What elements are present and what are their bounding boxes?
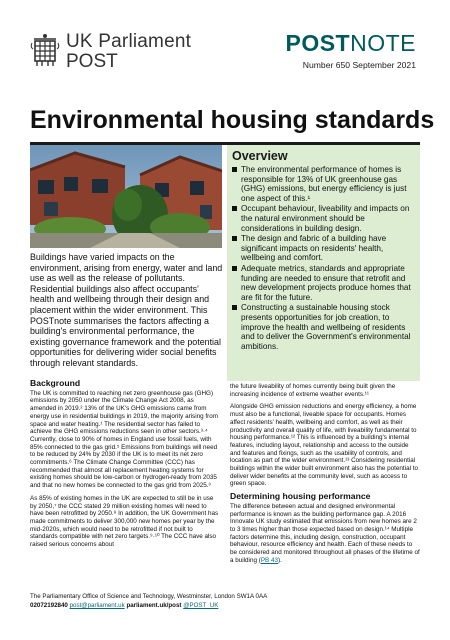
overview-item: Constructing a sustainable housing stock presents opportunities for job creation, to improve the health and wellbeing of residents and to deliver the Government's environmental ambitions.	[232, 303, 415, 351]
footer-twitter-link[interactable]: @POST_UK	[183, 602, 219, 609]
overview-box	[227, 145, 420, 381]
footer-email-link[interactable]: post@parliament.uk	[69, 602, 125, 609]
footer-phone: 02072192840	[30, 602, 68, 609]
portcullis-icon	[30, 33, 60, 69]
column-left	[30, 380, 220, 554]
logo-line-uk-parliament: UK Parliament	[66, 30, 192, 52]
intro-paragraph: Buildings have varied impacts on the environment, arising from energy, water and land use as well as the release of pollutants. Residential buildings also affect occupants' health and wellbeing through their design and placement within the wider environment. This POSTnote summarises the factors affecting a building's environmental performance, the existing governance framework and the potential opportunities for delivering wider social benefits through relevant standards.	[30, 252, 223, 368]
uk-parliament-logo[interactable]	[30, 30, 210, 72]
page-title: Environmental housing standards	[30, 106, 435, 134]
postnote-brand	[285, 30, 416, 57]
performance-text: The difference between actual and designed environmental performance is known as the building performance gap. A 2016 Innovate UK study estimated that emissions from new homes are 2 to 3 times higher than those expected based on design.¹⁴ Multiple factors determine this, including design, construction, occupant behaviour, resource efficiency and health. Each of these needs to be considered and monitored throughout all phases of the lifetime of a building (	[230, 502, 420, 564]
brand-post: POST	[285, 30, 351, 56]
overview-item: Occupant behaviour, liveability and impacts on the natural environment should be considerations in building design.	[232, 204, 415, 233]
background-paragraph-1: The UK is committed to reaching net zero greenhouse gas (GHG) emissions by 2050 under the Climate Change Act 2008, as amended in 2019.² 13% of the UK's GHG emissions came from energy use in residential buildings in 2019, the majority arising from space and water heating.¹ The residential sector has failed to achieve the GHG emissions reductions seen in other sectors.³·⁴ Currently, close to 90% of homes in England use fossil fuels, with 85% connected to the gas grid.⁵ Emissions from buildings will need to be reduced by 24% by 2030 if the UK is to meet its net zero commitments.⁶ The Climate Change Committee (CCC) has recommended that almost all replacement heating systems for existing homes should be low-carbon or hydrogen-ready from 2035 and that no new homes be connected to the gas grid from 2025.³	[30, 389, 218, 490]
issue-number: Number 650 September 2021	[302, 60, 416, 70]
footer-address: The Parliamentary Office of Science and Technology, Westminster, London SW1A 0AA	[30, 593, 268, 600]
housing-photo	[30, 145, 222, 248]
column-right	[230, 383, 420, 569]
performance-paragraph	[230, 503, 420, 565]
liveability-paragraph-1: the future liveability of homes currently being built given the increasing incidence of extreme weather events.¹¹	[230, 383, 396, 398]
footer-web-link[interactable]: parliament.uk/post	[126, 602, 182, 609]
page-header	[0, 0, 450, 95]
page-footer	[30, 592, 422, 610]
housing-photo-illustration	[30, 145, 222, 248]
overview-item: The environmental performance of homes is responsible for 13% of UK greenhouse gas (GHG) emissions, but energy efficiency is just one aspect of this.¹	[232, 165, 415, 203]
pb43-link[interactable]: PB 43	[260, 556, 278, 564]
footer-contacts	[30, 601, 422, 610]
performance-heading: Determining housing performance	[230, 491, 371, 502]
liveability-paragraph-2: Alongside GHG emission reductions and energy efficiency, a home must also be a functional, liveable space for occupants. Homes affect residents' health, wellbeing and comfort, as well as their productivity and overall quality of life, with liveability fundamental to housing performance.¹² This is influenced by a building's internal features, including layout, relationship and access to the outside and features and fixings, such as the usability of controls, and location as part of the wider environment.¹³ Considering residential buildings within the wider built environment also has the potential to deliver wider benefits at the community level, such as access to green space.	[230, 403, 418, 488]
logo-line-post: POST	[66, 50, 118, 72]
overview-list	[232, 165, 415, 351]
performance-text-end: ).	[277, 556, 282, 564]
overview-item: The design and fabric of a building have significant impacts on residents' health, wellbeing and comfort.	[232, 234, 415, 263]
overview-heading: Overview	[232, 149, 288, 163]
overview-item: Adequate metrics, standards and appropriate funding are needed to ensure that retrofit and new development projects produce homes that are fit for the future.	[232, 264, 415, 302]
brand-note: NOTE	[350, 30, 416, 56]
background-paragraph-2: As 85% of existing homes in the UK are expected to still be in use by 2050,⁷ the CCC stated 29 million existing homes will need to have been retrofitted by 2050.⁸ In addition, the UK Government has made commitments to deliver 300,000 new homes per year by the mid-2020s, which would need to be retrofitted if not built to standards compatible with net zero targets.⁹·¹⁰ The CCC have also raised serious concerns about	[30, 494, 219, 549]
background-heading: Background	[30, 378, 81, 388]
